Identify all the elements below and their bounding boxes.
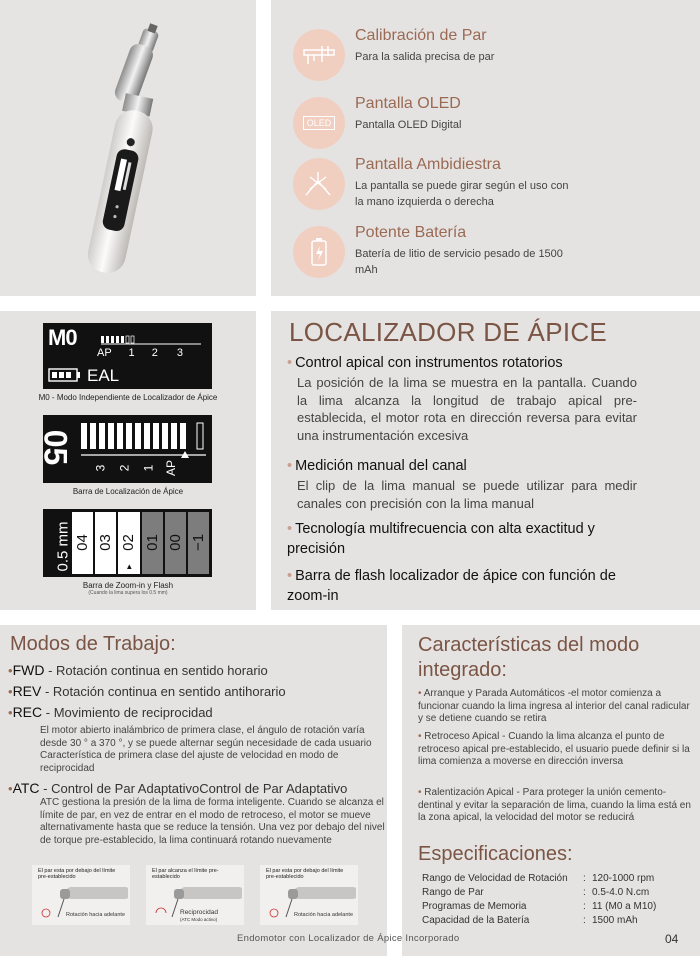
apex-bullet xyxy=(287,519,627,559)
bullet-icon: • xyxy=(287,521,293,537)
feature-desc: La pantalla se puede girar según el uso con la mano izquierda o derecha xyxy=(355,180,569,208)
feature-title: Pantalla Ambidiestra xyxy=(355,156,501,173)
atc-desc: ATC gestiona la presión de la lima de forma inteligente. Cuando se alcanza el límite de par, en vez de entrar en el modo de retroceso, el motor se mueve alternativamente hasta que se reduce la tensión. Una vez por debajo del nivel de torque pre-establecido, la lima continuará rotando nuevamente xyxy=(40,797,385,846)
feature-desc: Batería de litio de servicio pesado de 1500 mAh xyxy=(355,248,563,276)
zoom-marker-icon: ▲ xyxy=(125,562,134,571)
scale-label: AP xyxy=(164,459,179,477)
lcd-scale xyxy=(97,347,207,359)
thumb-top: El par esta por debajo del límite pre-establecido xyxy=(266,868,344,880)
bullet-icon: • xyxy=(8,705,13,720)
scale-label: 1 xyxy=(128,347,135,359)
rec-desc: El motor abierto inalámbrico de primera clase, el ángulo de rotación varía desde 30 ° a 370 °, y se puede alternar según necesidade de cada usuario Característica de primera clase del ajuste de velocidad en modo de reciprocidad xyxy=(40,725,372,774)
bullet-icon: • xyxy=(418,731,425,742)
zoom-cell-label: −1 xyxy=(189,533,207,552)
modes-title: Modos de Trabajo: xyxy=(10,633,176,655)
zoom-cell xyxy=(95,512,116,574)
mode-sep: - xyxy=(42,705,54,720)
zoom-cell-label: 00 xyxy=(166,534,184,551)
bullet-desc: La posición de la lima se muestra en la pantalla. Cuando la lima alcanza la longitud de trabajo apical pre-establecida, el motor rota en dirección reversa para evitar una instrumentación excesiva xyxy=(297,375,637,443)
spec-colon: : xyxy=(583,887,586,898)
apex-displays-panel xyxy=(0,311,256,610)
bullet-title: Medición manual del canal xyxy=(295,458,467,474)
handpiece-image xyxy=(0,0,256,296)
mode-text: Control de Par AdaptativoControl de Par Adaptativo xyxy=(51,781,348,796)
mode-code: ATC xyxy=(12,780,40,796)
spec-colon: : xyxy=(583,873,586,884)
mode-atc xyxy=(8,780,347,796)
apex-bullet xyxy=(287,353,687,373)
integrated-item-text: Retroceso Apical - Cuando la lima alcanza el punto de retroceso apical pre-establecido, el usuario puede definir si la lima comienza a moverse en dirección inversa xyxy=(418,731,690,768)
mode-text: Rotación continua en sentido antihorario xyxy=(52,684,286,699)
bullet-title: Barra de flash localizador de ápice con función de zoom-in xyxy=(287,568,616,604)
integrated-item xyxy=(418,787,693,825)
integrated-item xyxy=(418,688,693,726)
zoom-cell-label: 01 xyxy=(143,534,161,551)
lcd-status: EAL xyxy=(87,366,120,385)
integrated-item-text: Arranque y Parada Automáticos -el motor comienza a funcionar cuando la lima ingresa al interior del canal radicular y se detiene cuando se retira xyxy=(418,688,690,725)
lcd-apex-bar xyxy=(37,415,212,483)
zoom-cell xyxy=(118,512,139,574)
bullet-icon: • xyxy=(287,568,293,584)
scale-label: 2 xyxy=(151,347,158,359)
spec-value: 0.5-4.0 N.cm xyxy=(592,887,650,898)
apex-title: LOCALIZADOR DE ÁPICE xyxy=(289,317,608,347)
scale-label: 2 xyxy=(117,464,132,472)
mode-fwd xyxy=(8,662,268,678)
mode-rev xyxy=(8,683,286,699)
bullet-icon: • xyxy=(287,355,293,371)
lcd-zoom-cells xyxy=(71,512,210,574)
page-number: 04 xyxy=(665,932,679,946)
features-panel xyxy=(271,0,700,296)
specs-title: Especificaciones: xyxy=(418,843,573,865)
mode-text: Rotación continua en sentido horario xyxy=(56,663,268,678)
battery-icon xyxy=(293,226,345,278)
feature-desc: Para la salida precisa de par xyxy=(355,51,495,63)
integrated-title: Características del modo integrado: xyxy=(418,634,640,681)
bullet-title: Tecnología multifrecuencia con alta exactitud y precisión xyxy=(287,521,595,557)
lcd-zoom-label: 0.5 mm xyxy=(54,521,72,572)
feature-ambidextrous-display xyxy=(293,156,693,216)
spec-key: Capacidad de la Batería xyxy=(422,915,530,926)
caliper-icon xyxy=(293,29,345,81)
zoom-cell-label: 03 xyxy=(97,534,115,551)
bullet-icon: • xyxy=(418,787,425,798)
spec-key: Rango de Velocidad de Rotación xyxy=(422,873,568,884)
mode-text: Movimiento de reciprocidad xyxy=(53,705,213,720)
thumb-top: El par alcanza el límite pre-establecido xyxy=(152,868,219,880)
zoom-cell xyxy=(142,512,163,574)
mode-rec xyxy=(8,704,213,720)
lcd3-subcaption: (Cuando la lima supera los 0.5 mm) xyxy=(88,590,168,596)
spec-key: Rango de Par xyxy=(422,887,484,898)
feature-oled-display xyxy=(293,95,693,155)
working-modes-panel xyxy=(0,625,387,956)
integrated-item-text: Ralentización Apical - Para proteger la unión cemento-dentinal y evitar la separación de lima, cuando la lima está en la zona apical, la velocidad del motor se reducirá xyxy=(418,787,691,824)
page-footer: Endomotor con Localizador de Ápice Incorporado xyxy=(237,933,460,944)
feature-title: Pantalla OLED xyxy=(355,95,461,112)
feature-desc: Pantalla OLED Digital xyxy=(355,119,462,131)
mode-code: REV xyxy=(12,683,42,699)
apex-bullet xyxy=(287,566,627,606)
thumb-bottom: Reciprocidad xyxy=(180,909,218,916)
feature-title: Calibración de Par xyxy=(355,27,487,44)
bullet-icon: • xyxy=(8,684,13,699)
atc-thumb xyxy=(260,865,358,925)
mode-code: FWD xyxy=(12,662,45,678)
spec-value: 120-1000 rpm xyxy=(592,873,655,884)
apex-bullet xyxy=(287,456,687,476)
zoom-cell xyxy=(188,512,209,574)
product-image-panel xyxy=(0,0,256,296)
lcd-m0-mode xyxy=(43,323,212,389)
thumb-bottom: Rotación hacia adelante xyxy=(66,912,126,918)
thumb-top: El par esta por debajo del límite pre-establecido xyxy=(38,868,116,880)
apex-locator-panel xyxy=(271,311,700,610)
integrated-mode-panel xyxy=(402,625,700,956)
oled-icon xyxy=(293,97,345,149)
lcd-mode-label: M0 xyxy=(48,325,77,350)
bullet-icon: • xyxy=(287,458,293,474)
scale-label: 3 xyxy=(176,347,184,359)
feature-torque-calibration xyxy=(293,27,693,87)
lcd-bar xyxy=(101,333,205,345)
atc-thumb xyxy=(32,865,130,925)
zoom-cell xyxy=(165,512,186,574)
bullet-desc: El clip de la lima manual se puede utilizar para medir canales con precisión con la lima manual xyxy=(297,478,637,511)
bullet-icon: • xyxy=(418,688,424,699)
mode-sep: - xyxy=(39,781,52,796)
scale-label: 1 xyxy=(141,464,156,472)
bullet-icon: • xyxy=(8,663,13,678)
feature-title: Potente Batería xyxy=(355,224,467,241)
bullet-title: Control apical con instrumentos rotatorios xyxy=(295,355,563,371)
bullet-icon: • xyxy=(8,781,13,796)
feature-battery xyxy=(293,224,693,284)
zoom-cell xyxy=(72,512,93,574)
mode-sep: - xyxy=(41,684,53,699)
lcd-bar xyxy=(81,421,209,451)
lcd-scale-line xyxy=(81,451,209,459)
spec-colon: : xyxy=(583,915,586,926)
lcd3-caption: Barra de Zoom-in y Flash xyxy=(82,581,174,590)
ambidextrous-hand-icon xyxy=(293,158,345,210)
spec-value: 11 (M0 a M10) xyxy=(592,901,657,912)
lcd-scale xyxy=(93,459,207,477)
atc-thumb xyxy=(146,865,244,925)
thumb-sub: (ATC Modo activo) xyxy=(180,917,218,922)
thumb-bottom: Rotación hacia adelante xyxy=(294,912,354,918)
spec-colon: : xyxy=(583,901,586,912)
mode-sep: - xyxy=(44,663,57,678)
oled-icon-label: OLED xyxy=(303,116,336,130)
zoom-cell-label: 02 xyxy=(120,534,138,551)
scale-label: 3 xyxy=(93,464,108,472)
lcd2-caption: Barra de Localización de Ápice xyxy=(72,487,184,496)
mode-code: REC xyxy=(12,704,43,720)
battery-icon xyxy=(48,367,82,383)
spec-key: Programas de Memoria xyxy=(422,901,527,912)
integrated-item xyxy=(418,731,693,769)
scale-label: AP xyxy=(97,347,112,359)
lcd-value: 05 xyxy=(37,429,74,466)
lcd-zoom-bar xyxy=(43,509,212,577)
lcd1-caption: M0 - Modo Independiente de Localizador de Ápice xyxy=(38,393,218,402)
zoom-cell-label: 04 xyxy=(73,534,91,551)
spec-value: 1500 mAh xyxy=(592,915,638,926)
